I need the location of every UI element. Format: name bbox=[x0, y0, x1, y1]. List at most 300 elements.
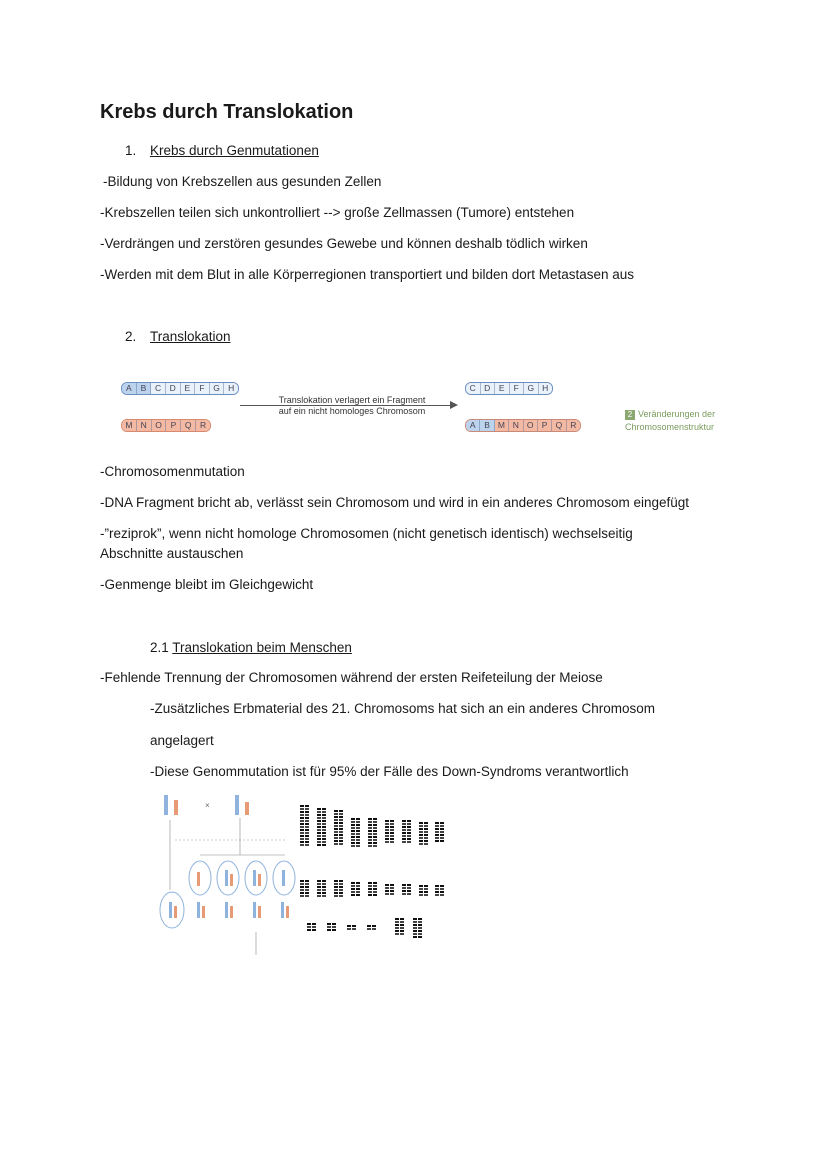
karyotype-band bbox=[356, 836, 360, 838]
chromosome-segment: Q bbox=[181, 420, 196, 431]
karyotype-band bbox=[418, 933, 422, 935]
chromosome-cdefgh bbox=[465, 382, 553, 395]
text-line: -Genmenge bleibt im Gleichgewicht bbox=[100, 577, 314, 592]
karyotype-band bbox=[334, 816, 338, 818]
karyotype-band bbox=[368, 824, 372, 826]
karyotype-band bbox=[402, 890, 406, 892]
karyotype-band bbox=[424, 840, 428, 842]
karyotype-band bbox=[407, 890, 411, 892]
badge-line-2: Chromosomenstruktur bbox=[625, 422, 715, 432]
karyotype-band bbox=[390, 826, 394, 828]
karyotype-band bbox=[351, 839, 355, 841]
text-line: -Zusätzliches Erbmaterial des 21. Chromosoms hat sich an ein anderes Chromosom bbox=[150, 701, 655, 716]
karyotype-band bbox=[300, 886, 304, 888]
text-line: -Verdrängen und zerstören gesundes Gewebe und können deshalb tödlich wirken bbox=[100, 236, 588, 251]
karyotype-band bbox=[322, 820, 326, 822]
karyotype-band bbox=[356, 891, 360, 893]
chromosome-segment: B bbox=[137, 383, 152, 394]
karyotype-band bbox=[402, 835, 406, 837]
karyotype-band bbox=[424, 831, 428, 833]
karyotype-band bbox=[300, 880, 304, 882]
karyotype-band bbox=[317, 820, 321, 822]
chromosome-segment: B bbox=[480, 420, 494, 431]
chromosome-segment: F bbox=[510, 383, 525, 394]
karyotype-band bbox=[373, 894, 377, 896]
meiosis-diagram bbox=[160, 795, 295, 955]
karyotype-band bbox=[424, 825, 428, 827]
karyotype-band bbox=[339, 825, 343, 827]
karyotype-band bbox=[300, 838, 304, 840]
karyotype-band bbox=[334, 886, 338, 888]
karyotype-band bbox=[322, 826, 326, 828]
chromosome-segment: C bbox=[151, 383, 166, 394]
karyotype-band bbox=[334, 834, 338, 836]
karyotype-band bbox=[351, 845, 355, 847]
karyotype-band bbox=[435, 822, 439, 824]
karyotype-band bbox=[351, 824, 355, 826]
karyotype-band bbox=[356, 833, 360, 835]
karyotype-band bbox=[356, 830, 360, 832]
karyotype-band bbox=[440, 825, 444, 827]
karyotype-band bbox=[334, 883, 338, 885]
chromosome-segment: E bbox=[181, 383, 196, 394]
karyotype-band bbox=[317, 835, 321, 837]
karyotype-band bbox=[418, 927, 422, 929]
chromosome-segment: P bbox=[538, 420, 552, 431]
karyotype-band bbox=[317, 838, 321, 840]
karyotype-band bbox=[395, 921, 399, 923]
karyotype-band bbox=[373, 827, 377, 829]
chromosome-segment: H bbox=[224, 383, 238, 394]
karyotype-band bbox=[435, 840, 439, 842]
chromosome-segment: D bbox=[166, 383, 181, 394]
chromosome-segment: N bbox=[509, 420, 523, 431]
karyotype-band bbox=[351, 885, 355, 887]
karyotype-band bbox=[402, 893, 406, 895]
karyotype-band bbox=[339, 880, 343, 882]
karyotype-band bbox=[390, 835, 394, 837]
karyotype-band bbox=[352, 928, 356, 930]
text-line: Abschnitte austauschen bbox=[100, 546, 244, 561]
chromosome-segment: O bbox=[524, 420, 538, 431]
karyotype-band bbox=[305, 835, 309, 837]
karyotype-band bbox=[373, 821, 377, 823]
karyotype-band bbox=[424, 885, 428, 887]
karyotype-band bbox=[435, 888, 439, 890]
karyotype-band bbox=[413, 918, 417, 920]
karyotype-band bbox=[334, 880, 338, 882]
karyotype-band bbox=[440, 828, 444, 830]
karyotype-band bbox=[317, 895, 321, 897]
text-line: -Werden mit dem Blut in alle Körperregionen transportiert und bilden dort Metastasen aus bbox=[100, 267, 635, 282]
karyotype-band bbox=[317, 886, 321, 888]
karyotype-band bbox=[419, 888, 423, 890]
text-line: angelagert bbox=[150, 733, 214, 748]
karyotype-band bbox=[305, 883, 309, 885]
arrow-line bbox=[240, 405, 452, 406]
karyotype-band bbox=[440, 888, 444, 890]
karyotype-band bbox=[339, 889, 343, 891]
text-line: -Chromosomenmutation bbox=[100, 464, 245, 479]
karyotype-band bbox=[367, 925, 371, 927]
karyotype-band bbox=[317, 826, 321, 828]
karyotype-band bbox=[440, 822, 444, 824]
karyotype-band bbox=[368, 888, 372, 890]
karyotype-band bbox=[339, 834, 343, 836]
karyotype-band bbox=[390, 823, 394, 825]
karyotype-band bbox=[413, 930, 417, 932]
karyotype-band bbox=[317, 892, 321, 894]
karyotype-band bbox=[300, 895, 304, 897]
chromosome-segment: D bbox=[481, 383, 496, 394]
karyotype-band bbox=[339, 819, 343, 821]
karyotype-band bbox=[385, 838, 389, 840]
karyotype-band bbox=[322, 889, 326, 891]
karyotype-band bbox=[332, 929, 336, 931]
karyotype-band bbox=[385, 893, 389, 895]
karyotype-band bbox=[419, 834, 423, 836]
karyotype-band bbox=[305, 808, 309, 810]
karyotype-band bbox=[373, 882, 377, 884]
karyotype-band bbox=[334, 819, 338, 821]
karyotype-band bbox=[356, 894, 360, 896]
karyotype-band bbox=[317, 889, 321, 891]
karyotype-band bbox=[300, 820, 304, 822]
section-1-heading bbox=[125, 143, 319, 158]
text-line: -Krebszellen teilen sich unkontrolliert --> große Zellmassen (Tumore) entstehen bbox=[100, 205, 575, 220]
karyotype-band bbox=[317, 841, 321, 843]
karyotype-band bbox=[334, 889, 338, 891]
karyotype-band bbox=[339, 840, 343, 842]
karyotype-band bbox=[317, 883, 321, 885]
karyotype-band bbox=[368, 845, 372, 847]
karyotype-band bbox=[419, 831, 423, 833]
karyotype-band bbox=[305, 880, 309, 882]
karyotype-band bbox=[334, 892, 338, 894]
karyotype-band bbox=[356, 839, 360, 841]
karyotype-band bbox=[334, 828, 338, 830]
karyotype-band bbox=[400, 933, 404, 935]
karyotype-band bbox=[300, 817, 304, 819]
karyotype-band bbox=[339, 810, 343, 812]
section-number: 1. bbox=[125, 143, 137, 158]
chromosome-abcdefgh bbox=[121, 382, 239, 395]
karyotype-band bbox=[322, 886, 326, 888]
karyotype-band bbox=[339, 883, 343, 885]
karyotype-band bbox=[305, 892, 309, 894]
karyotype-band bbox=[356, 821, 360, 823]
page-title: Krebs durch Translokation bbox=[100, 101, 354, 123]
karyotype-band bbox=[368, 839, 372, 841]
karyotype-band bbox=[317, 880, 321, 882]
karyotype-band bbox=[407, 823, 411, 825]
chromosome-segment: F bbox=[195, 383, 210, 394]
karyotype-band bbox=[440, 834, 444, 836]
karyotype-band bbox=[435, 825, 439, 827]
karyotype-band bbox=[435, 831, 439, 833]
karyotype-band bbox=[322, 844, 326, 846]
karyotype-band bbox=[407, 826, 411, 828]
karyotype-band bbox=[351, 894, 355, 896]
karyotype-band bbox=[305, 814, 309, 816]
karyotype-band bbox=[407, 829, 411, 831]
karyotype-band bbox=[322, 814, 326, 816]
karyotype-band bbox=[390, 893, 394, 895]
karyotype-band bbox=[351, 842, 355, 844]
karyotype-band bbox=[334, 837, 338, 839]
karyotype-band bbox=[395, 918, 399, 920]
karyotype-band bbox=[351, 833, 355, 835]
karyotype-band bbox=[334, 843, 338, 845]
badge-number: 2 bbox=[625, 410, 635, 420]
karyotype-band bbox=[300, 814, 304, 816]
karyotype-band bbox=[322, 841, 326, 843]
karyotype-band bbox=[307, 923, 311, 925]
karyotype-band bbox=[322, 892, 326, 894]
karyotype-band bbox=[440, 885, 444, 887]
karyotype-band bbox=[407, 841, 411, 843]
karyotype-band bbox=[368, 885, 372, 887]
karyotype-band bbox=[385, 829, 389, 831]
karyotype-band bbox=[400, 921, 404, 923]
chromosome-segment: N bbox=[137, 420, 152, 431]
karyotype-band bbox=[305, 889, 309, 891]
svg-text:×: × bbox=[205, 801, 210, 810]
karyotype-band bbox=[385, 832, 389, 834]
karyotype-band bbox=[368, 818, 372, 820]
karyotype-band bbox=[407, 820, 411, 822]
karyotype-band bbox=[356, 842, 360, 844]
karyotype-band bbox=[305, 844, 309, 846]
karyotype-band bbox=[300, 835, 304, 837]
karyotype-band bbox=[373, 836, 377, 838]
karyotype-band bbox=[300, 808, 304, 810]
text-line: -”reziprok”, wenn nicht homologe Chromosomen (nicht genetisch identisch) wechselseitig bbox=[100, 526, 633, 541]
karyotype-band bbox=[372, 928, 376, 930]
karyotype-band bbox=[418, 930, 422, 932]
karyotype-band bbox=[373, 885, 377, 887]
karyotype-band bbox=[317, 844, 321, 846]
arrow-caption-1: Translokation verlagert ein Fragment bbox=[278, 395, 426, 405]
karyotype-band bbox=[307, 926, 311, 928]
karyotype-band bbox=[413, 933, 417, 935]
karyotype-band bbox=[307, 929, 311, 931]
karyotype-band bbox=[351, 821, 355, 823]
karyotype-band bbox=[305, 886, 309, 888]
karyotype-band bbox=[390, 890, 394, 892]
karyotype-band bbox=[322, 895, 326, 897]
karyotype-band bbox=[332, 926, 336, 928]
karyotype-band bbox=[440, 840, 444, 842]
karyotype-band bbox=[351, 830, 355, 832]
karyotype-band bbox=[322, 829, 326, 831]
karyotype-band bbox=[317, 823, 321, 825]
karyotype-band bbox=[424, 822, 428, 824]
karyotype-band bbox=[402, 832, 406, 834]
karyotype-band bbox=[368, 894, 372, 896]
karyotype-band bbox=[402, 820, 406, 822]
chromosome-segment: A bbox=[466, 420, 480, 431]
karyotype-band bbox=[339, 843, 343, 845]
karyotype-band bbox=[305, 841, 309, 843]
karyotype-band bbox=[347, 925, 351, 927]
karyotype-band bbox=[334, 813, 338, 815]
karyotype-band bbox=[419, 837, 423, 839]
karyotype-band bbox=[395, 927, 399, 929]
karyotype-band bbox=[339, 837, 343, 839]
karyotype-band bbox=[312, 923, 316, 925]
karyotype-band bbox=[300, 841, 304, 843]
karyotype-band bbox=[402, 829, 406, 831]
karyotype-band bbox=[435, 834, 439, 836]
karyotype-band bbox=[351, 882, 355, 884]
karyotype-band bbox=[339, 813, 343, 815]
karyotype-band bbox=[372, 925, 376, 927]
karyotype-band bbox=[419, 894, 423, 896]
karyotype-band bbox=[300, 883, 304, 885]
karyotype-band bbox=[390, 832, 394, 834]
karyotype-band bbox=[373, 839, 377, 841]
section-title: Translokation bbox=[150, 329, 231, 344]
karyotype-band bbox=[334, 831, 338, 833]
karyotype-band bbox=[407, 832, 411, 834]
karyotype-band bbox=[418, 921, 422, 923]
karyotype-band bbox=[368, 827, 372, 829]
karyotype-band bbox=[322, 832, 326, 834]
chromosome-segment: R bbox=[567, 420, 580, 431]
karyotype-band bbox=[407, 884, 411, 886]
chromosome-segment: G bbox=[210, 383, 225, 394]
karyotype-band bbox=[339, 831, 343, 833]
karyotype-band bbox=[419, 825, 423, 827]
badge-line-1: Veränderungen der bbox=[638, 409, 716, 419]
karyotype-band bbox=[402, 826, 406, 828]
chromosome-segment: P bbox=[166, 420, 181, 431]
karyotype-band bbox=[347, 928, 351, 930]
karyotype-band bbox=[300, 832, 304, 834]
karyotype-band bbox=[322, 811, 326, 813]
karyotype-band bbox=[305, 805, 309, 807]
karyotype-band bbox=[390, 820, 394, 822]
karyotype-figure bbox=[155, 790, 445, 960]
karyotype-band bbox=[305, 811, 309, 813]
karyotype-band bbox=[322, 823, 326, 825]
karyotype-band bbox=[395, 924, 399, 926]
karyotype-band bbox=[435, 828, 439, 830]
karyotype-band bbox=[332, 923, 336, 925]
karyotype-band bbox=[339, 886, 343, 888]
karyotype-band bbox=[395, 930, 399, 932]
karyotype-band bbox=[300, 811, 304, 813]
karyotype-band bbox=[339, 816, 343, 818]
karyotype-band bbox=[395, 933, 399, 935]
section-number: 2.1 bbox=[150, 640, 169, 655]
karyotype-band bbox=[368, 842, 372, 844]
karyotype-band bbox=[419, 828, 423, 830]
section-title: Krebs durch Genmutationen bbox=[150, 143, 319, 158]
karyotype-band bbox=[317, 832, 321, 834]
chromosome-abmnopqr bbox=[465, 419, 581, 432]
karyotype-band bbox=[413, 924, 417, 926]
karyotype-band bbox=[300, 892, 304, 894]
karyotype-band bbox=[322, 808, 326, 810]
karyotype-band bbox=[407, 838, 411, 840]
chromosome-segment: H bbox=[539, 383, 553, 394]
karyotype-band bbox=[373, 830, 377, 832]
karyotype-band bbox=[334, 825, 338, 827]
karyotype-band bbox=[300, 829, 304, 831]
karyotype-band bbox=[385, 841, 389, 843]
karyotype-band bbox=[356, 818, 360, 820]
karyotype-band bbox=[400, 930, 404, 932]
karyotype-band bbox=[305, 826, 309, 828]
arrow-head-icon bbox=[450, 401, 458, 409]
karyotype-band bbox=[385, 890, 389, 892]
karyotype-band bbox=[305, 820, 309, 822]
section-2-heading bbox=[125, 329, 231, 344]
karyotype-band bbox=[402, 823, 406, 825]
karyotype-band bbox=[352, 925, 356, 927]
karyotype-band bbox=[334, 810, 338, 812]
karyotype-band bbox=[407, 887, 411, 889]
karyotype-band bbox=[413, 936, 417, 938]
text-line: -Fehlende Trennung der Chromosomen während der ersten Reifeteilung der Meiose bbox=[100, 670, 603, 685]
karyotype-band bbox=[317, 829, 321, 831]
karyotype-band bbox=[339, 895, 343, 897]
chromosome-segment: E bbox=[495, 383, 510, 394]
karyotype-band bbox=[300, 889, 304, 891]
karyotype-band bbox=[373, 845, 377, 847]
arrow-caption-2: auf ein nicht homologes Chromosom bbox=[278, 406, 426, 416]
karyotype-band bbox=[356, 888, 360, 890]
karyotype-band bbox=[300, 844, 304, 846]
karyotype-band bbox=[368, 882, 372, 884]
chromosome-segment: A bbox=[122, 383, 137, 394]
karyotype-band bbox=[400, 924, 404, 926]
karyotype-band bbox=[322, 880, 326, 882]
karyotype-band bbox=[356, 845, 360, 847]
karyotype-band bbox=[413, 921, 417, 923]
karyotype-band bbox=[424, 828, 428, 830]
karyotype-band bbox=[400, 927, 404, 929]
karyotype-band bbox=[390, 841, 394, 843]
karyotype-band bbox=[351, 836, 355, 838]
karyotype-band bbox=[351, 891, 355, 893]
karyotype-band bbox=[305, 895, 309, 897]
karyotype-band bbox=[390, 884, 394, 886]
karyotype-chart bbox=[300, 805, 444, 938]
chromosome-segment: M bbox=[122, 420, 137, 431]
karyotype-band bbox=[312, 926, 316, 928]
karyotype-band bbox=[317, 817, 321, 819]
karyotype-band bbox=[305, 829, 309, 831]
section-2-1-heading bbox=[150, 640, 352, 655]
karyotype-band bbox=[390, 838, 394, 840]
chromosome-segment: Q bbox=[552, 420, 566, 431]
karyotype-band bbox=[400, 918, 404, 920]
karyotype-band bbox=[402, 841, 406, 843]
karyotype-band bbox=[402, 838, 406, 840]
karyotype-band bbox=[373, 888, 377, 890]
karyotype-band bbox=[413, 927, 417, 929]
karyotype-band bbox=[385, 826, 389, 828]
karyotype-band bbox=[351, 827, 355, 829]
karyotype-band bbox=[368, 830, 372, 832]
karyotype-band bbox=[334, 895, 338, 897]
karyotype-band bbox=[373, 842, 377, 844]
karyotype-band bbox=[419, 885, 423, 887]
karyotype-band bbox=[368, 836, 372, 838]
